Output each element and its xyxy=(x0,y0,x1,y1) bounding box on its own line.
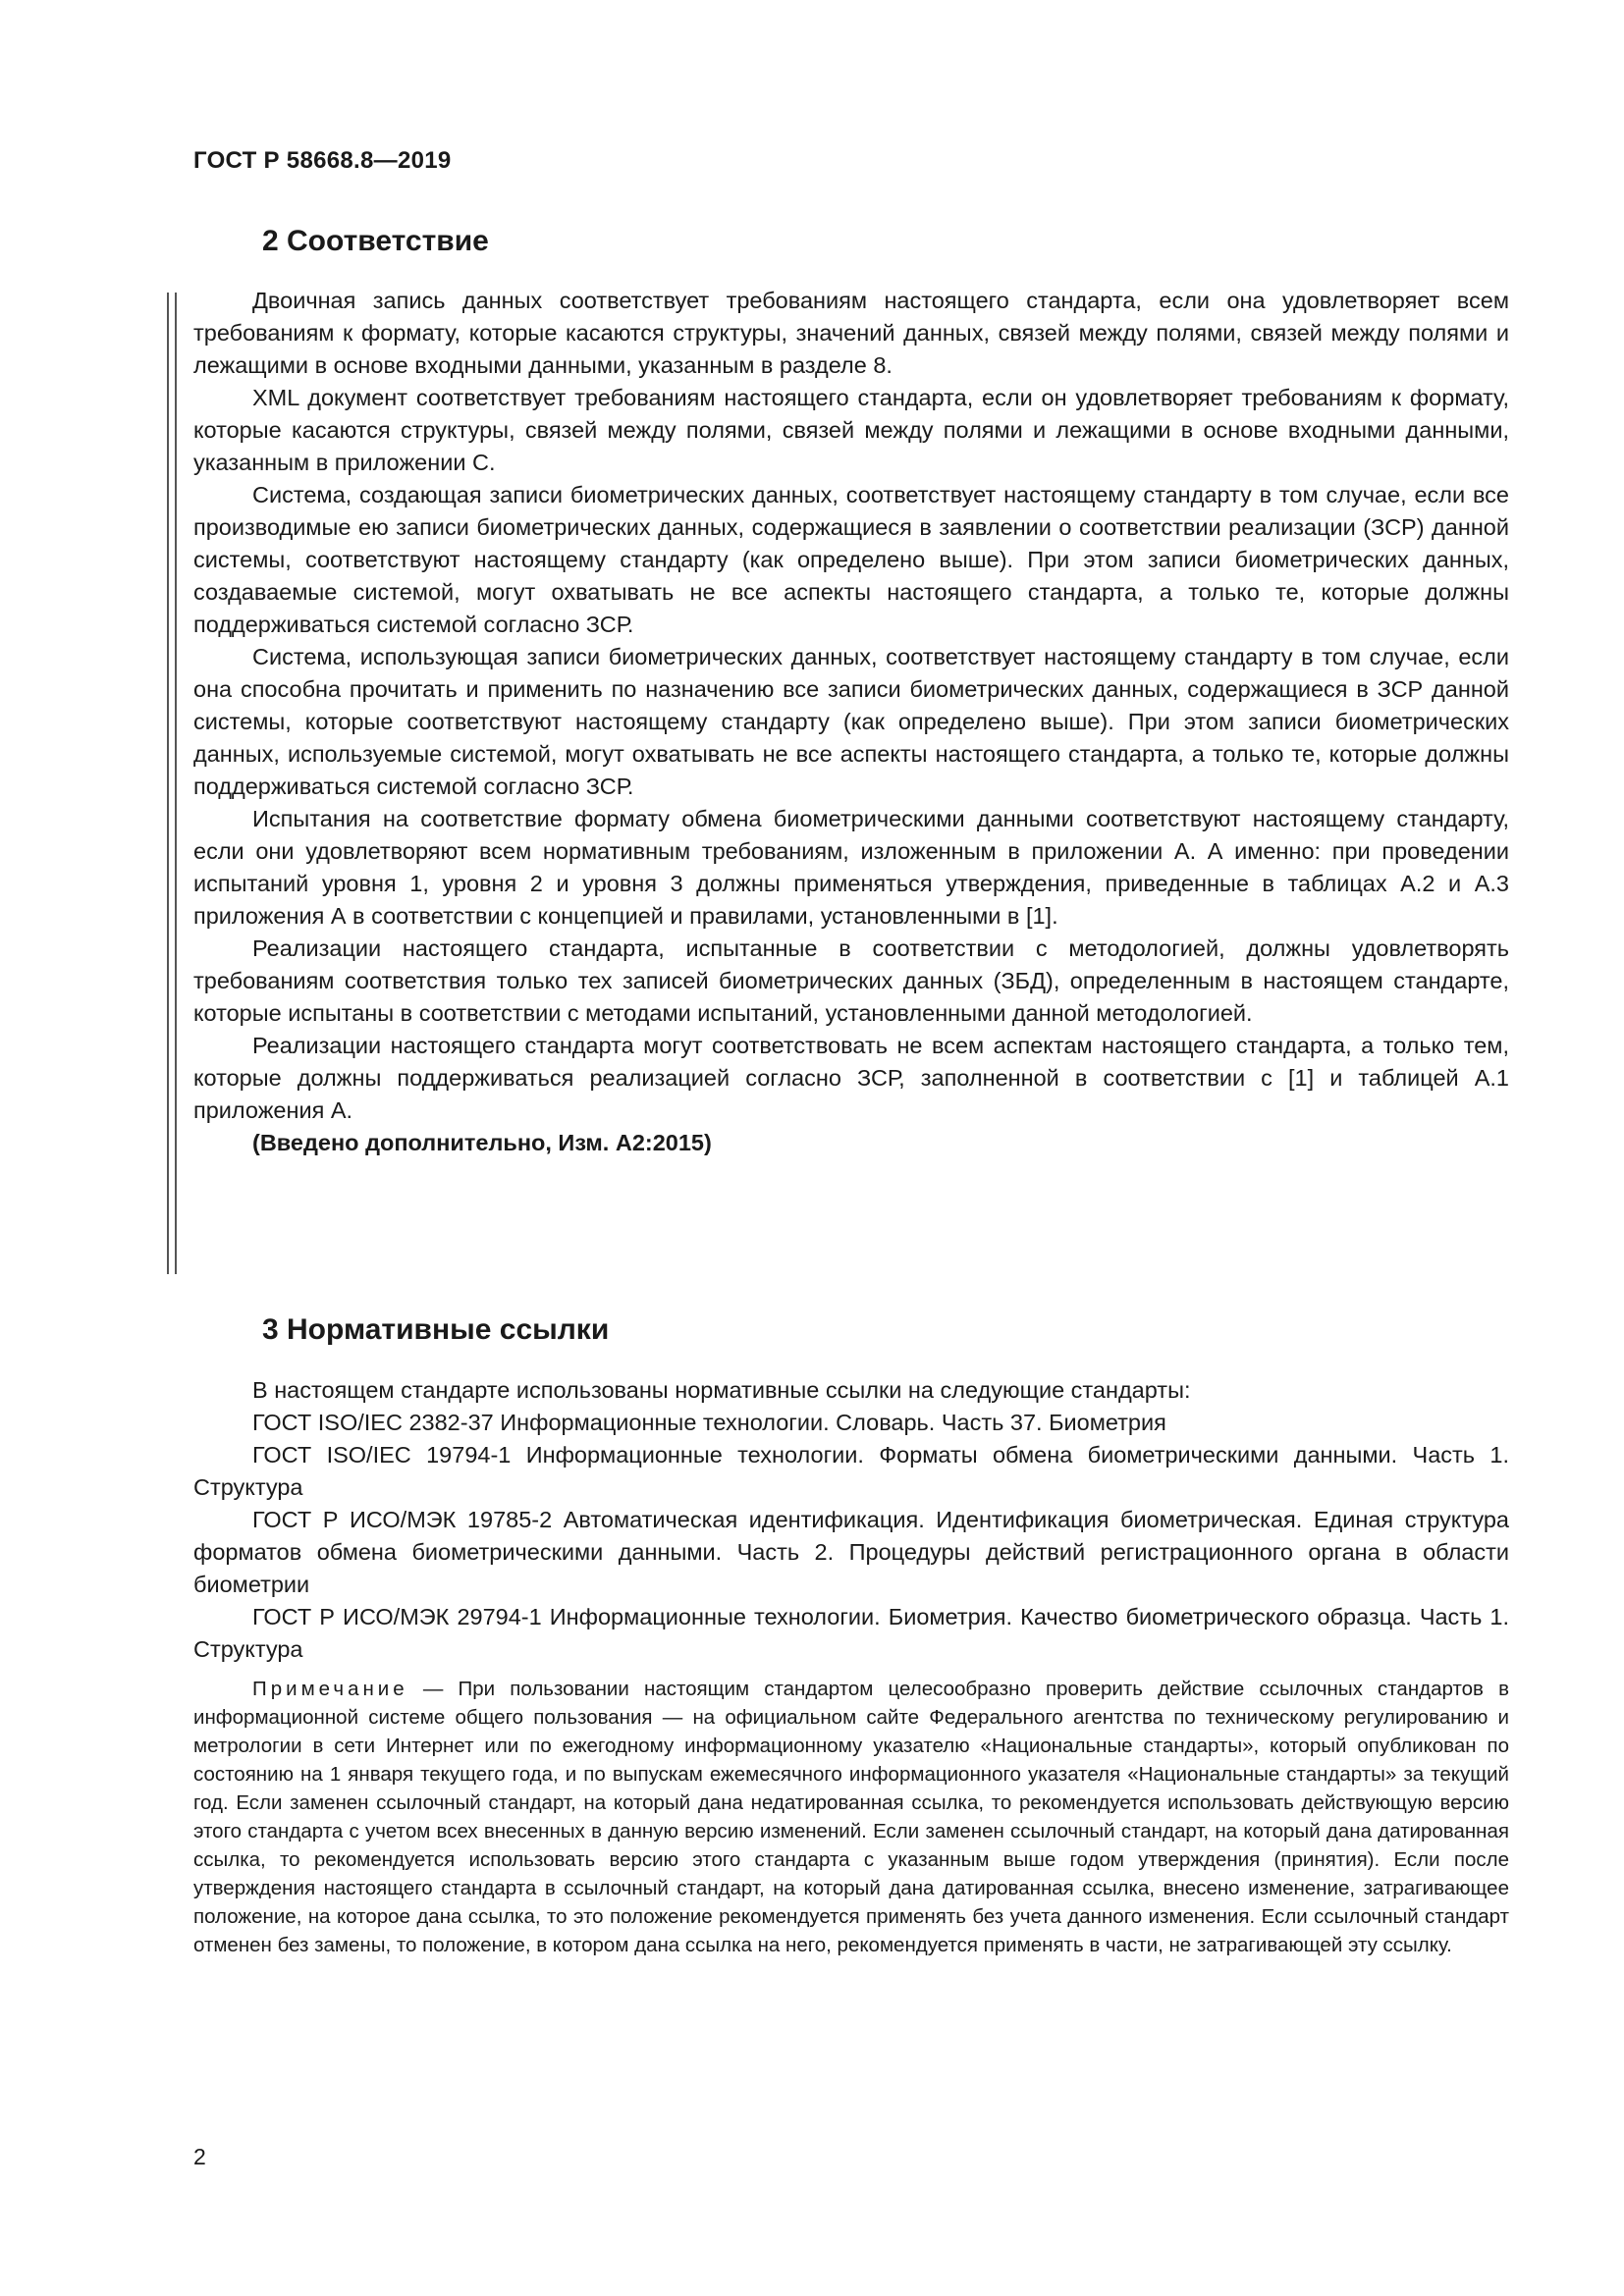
reference-note xyxy=(193,1675,1509,1959)
note-label: Примечание xyxy=(252,1678,408,1700)
section-2-title: 2 Соответствие xyxy=(262,225,489,257)
section-2-body xyxy=(193,285,1509,1159)
section-2-paragraph: Реализации настоящего стандарта, испытанные в соответствии с методологией, должны удовлетворять требованиям соответствия только тех записей биометрических данных (ЗБД), определенным в настоящем стандарте, которые испытаны в соответствии с методами испытаний, установленными данной методологией. xyxy=(193,935,1509,1026)
amendment-change-bar xyxy=(167,293,177,1274)
normative-reference: ГОСТ Р ИСО/МЭК 29794-1 Информационные технологии. Биометрия. Качество биометрического образца. Часть 1. Структура xyxy=(193,1604,1509,1662)
section-2-paragraph: Реализации настоящего стандарта могут соответствовать не всем аспектам настоящего стандарта, а только тем, которые должны поддерживаться реализацией согласно ЗСР, заполненной в соответствии с [1] и таблицей А.1 приложения А. xyxy=(193,1033,1509,1123)
section-2-paragraph: Система, использующая записи биометрических данных, соответствует настоящему стандарту в том случае, если она способна прочитать и применить по назначению все записи биометрических данных, содержащиеся в ЗСР данной системы, которые соответствуют настоящему стандарту (как определено выше). При этом записи биометрических данных, используемые системой, могут охватывать не все аспекты настоящего стандарта, а только те, которые должны поддерживаться системой согласно ЗСР. xyxy=(193,644,1509,799)
normative-reference: ГОСТ ISO/IEC 2382-37 Информационные технологии. Словарь. Часть 37. Биометрия xyxy=(252,1410,1166,1435)
section-2-paragraph: Испытания на соответствие формату обмена биометрическими данными соответствуют настоящему стандарту, если они удовлетворяют всем нормативным требованиям, изложенным в приложении А. А именно: при проведении испытаний уровня 1, уровня 2 и уровня 3 должны применяться утверждения, приведенные в таблицах А.2 и А.3 приложения А в соответствии с концепцией и правилами, установленными в [1]. xyxy=(193,806,1509,929)
note-text: — При пользовании настоящим стандартом целесообразно проверить действие ссылочных стандартов в информационной системе общего пользования — на официальном сайте Федерального агентства по техническому регулированию и метрологии в сети Интернет или по ежегодному информационному указателю «Национальные стандарты», который опубликован по состоянию на 1 января текущего года, и по выпускам ежемесячного информационного указателя «Национальные стандарты» за текущий год. Если заменен ссылочный стандарт, на который дана недатированная ссылка, то рекомендуется использовать действующую версию этого стандарта с учетом всех внесенных в данную версию изменений. Если заменен ссылочный стандарт, на который дана датированная ссылка, то рекомендуется использовать версию этого стандарта с указанным выше годом утверждения (принятия). Если после утверждения настоящего стандарта в ссылочный стандарт, на который дана датированная ссылка, внесено изменение, затрагивающее положение, на которое дана ссылка, то это положение рекомендуется применять без учета данного изменения. Если ссылочный стандарт отменен без замены, то положение, в котором дана ссылка на него, рекомендуется применять в части, не затрагивающей эту ссылку. xyxy=(193,1678,1509,1956)
section-2-paragraph: Система, создающая записи биометрических данных, соответствует настоящему стандарту в том случае, если все производимые ею записи биометрических данных, содержащиеся в заявлении о соответствии реализации (ЗСР) данной системы, соответствуют настоящему стандарту (как определено выше). При этом записи биометрических данных, создаваемые системой, могут охватывать не все аспекты настоящего стандарта, а только те, которые должны поддерживаться системой согласно ЗСР. xyxy=(193,482,1509,637)
section-3-paragraph: В настоящем стандарте использованы нормативные ссылки на следующие стандарты: xyxy=(252,1377,1191,1403)
amendment-note: (Введено дополнительно, Изм. А2:2015) xyxy=(252,1130,712,1155)
normative-reference: ГОСТ ISO/IEC 19794-1 Информационные технологии. Форматы обмена биометрическими данными. Часть 1. Структура xyxy=(193,1442,1509,1500)
page-number: 2 xyxy=(193,2144,206,2169)
section-3-body xyxy=(193,1374,1509,1666)
section-2-paragraph: XML документ соответствует требованиям настоящего стандарта, если он удовлетворяет требованиям к формату, которые касаются структуры, связей между полями, связей между полями и лежащими в основе входными данными, указанным в приложении С. xyxy=(193,385,1509,475)
section-2-paragraph: Двоичная запись данных соответствует требованиям настоящего стандарта, если она удовлетворяет всем требованиям к формату, которые касаются структуры, значений данных, связей между полями, связей между полями и лежащими в основе входными данными, указанным в разделе 8. xyxy=(193,288,1509,378)
section-3-title: 3 Нормативные ссылки xyxy=(262,1313,610,1346)
document-header: ГОСТ Р 58668.8—2019 xyxy=(193,147,452,174)
normative-reference: ГОСТ Р ИСО/МЭК 19785-2 Автоматическая идентификация. Идентификация биометрическая. Единая структура форматов обмена биометрическими данными. Часть 2. Процедуры действий регистрационного органа в области биометрии xyxy=(193,1507,1509,1597)
